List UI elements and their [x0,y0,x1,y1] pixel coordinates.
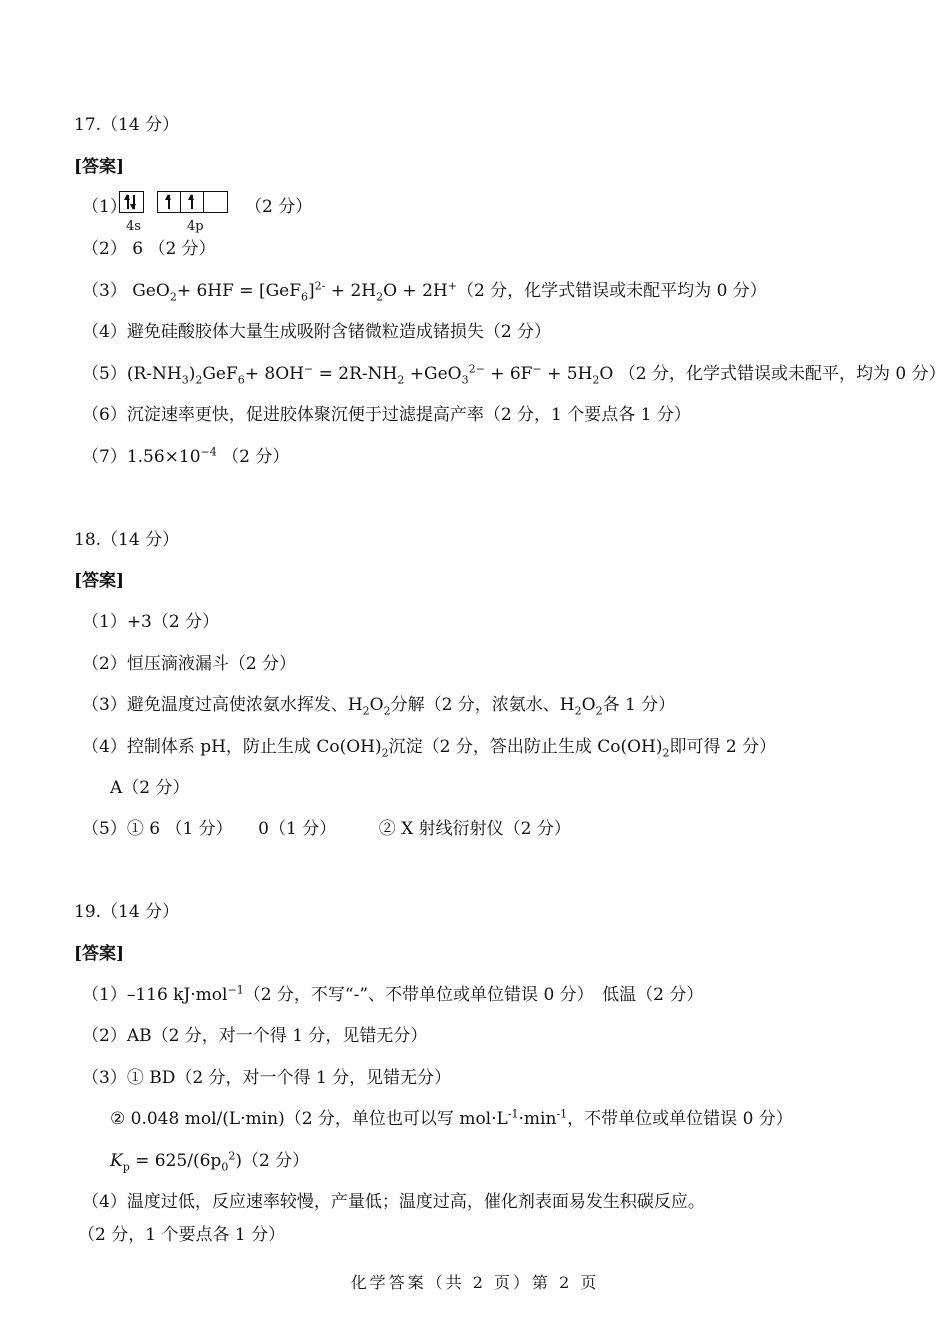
q17-heading: 17.（14 分） [74,115,180,135]
q19-p4: （4）温度过低，反应速率较慢，产量低；温度过高，催化剂表面易发生积碳反应。 [82,1192,705,1212]
q18-p3: （3）避免温度过高使浓氨水挥发、$H_2O_2$分解（2 分，浓氨水、$H_2O_2$各 1 分） [82,695,676,718]
q17-answer-label: [答案] [74,157,125,177]
orbital-cell [120,192,143,212]
orbital-4p-box [157,191,228,213]
label-4p: 4p [187,219,204,234]
orbital-cell [158,192,181,212]
label-4s: 4s [126,219,141,234]
q17-p7: $(7)1.56\times 10^{-4}$ （2 分） [82,445,290,467]
q19-p1: （1）–116 kJ·mol$^{-1}$（2 分，不写“-”、不带单位或单位错误 0 分） 低温（2 分） [82,983,704,1005]
spin-up-arrow-icon [168,195,170,209]
page-footer: 化学答案（共 2 页）第 2 页 [350,1273,600,1292]
q19-p3-3: $K_p = 625/(6p_0^2)(2$ 分） [110,1149,310,1174]
q19-p4-cont: （2 分，1 个要点各 1 分） [78,1225,286,1245]
q18-p4: （4）控制体系 pH，防止生成 $Co(OH)_2$沉淀（2 分，答出防止生成 $Co(OH)_2$即可得 2 分） [82,737,777,760]
q18-p5: （5）① 6 （1 分） 0（1 分） ② X 射线衍射仪（2 分） [82,819,571,839]
q17-p3: （3） $GeO_2+ 6HF = [GeF_6]^{2-} + 2H_2O + 2H^+(2$ 分，化学式错误或未配平均为 0 分） [82,279,767,304]
q19-heading: 19.（14 分） [74,902,180,922]
orbital-cell [181,192,204,212]
q18-heading: 18.（14 分） [74,530,180,550]
q17-p1-score: （2 分） [245,197,313,217]
q17-p1-prefix: （1） [82,197,127,217]
q19-answer-label: [答案] [74,944,125,964]
q19-p2: （2）AB（2 分，对一个得 1 分，见错无分） [82,1026,428,1046]
q17-p5: $(5)(R-NH_3)_2GeF_6+ 8OH^- = 2R-NH_2 +GeO_3^{2-} + 6F^- + 5H_2O$ （2 分，化学式错误或未配平，均为 0 分） [82,362,946,387]
q17-p6: （6）沉淀速率更快，促进胶体聚沉便于过滤提高产率（2 分，1 个要点各 1 分） [82,405,691,425]
q19-p3: （3）① BD（2 分，对一个得 1 分，见错无分） [82,1068,452,1088]
spin-up-arrow-icon [127,195,129,209]
orbital-4s-box [119,191,144,213]
q19-p3-2: ② 0.048 mol/(L·min)（2 分，单位也可以写 $mol\cdot L^{-1}\cdot\min^{-1}$，不带单位或单位错误 0 分） [110,1107,793,1129]
q17-p4: （4）避免硅酸胶体大量生成吸附含锗微粒造成锗损失（2 分） [82,322,552,342]
spin-up-arrow-icon [191,195,193,209]
q18-p2: （2）恒压滴液漏斗（2 分） [82,654,297,674]
orbital-cell [204,192,227,212]
q18-p4-extra: A（2 分） [110,778,190,798]
q18-p1: （1）+3（2 分） [82,612,220,632]
q17-p2: （2） 6 （2 分） [82,239,216,259]
q18-answer-label: [答案] [74,571,125,591]
spin-down-arrow-icon [133,195,135,209]
